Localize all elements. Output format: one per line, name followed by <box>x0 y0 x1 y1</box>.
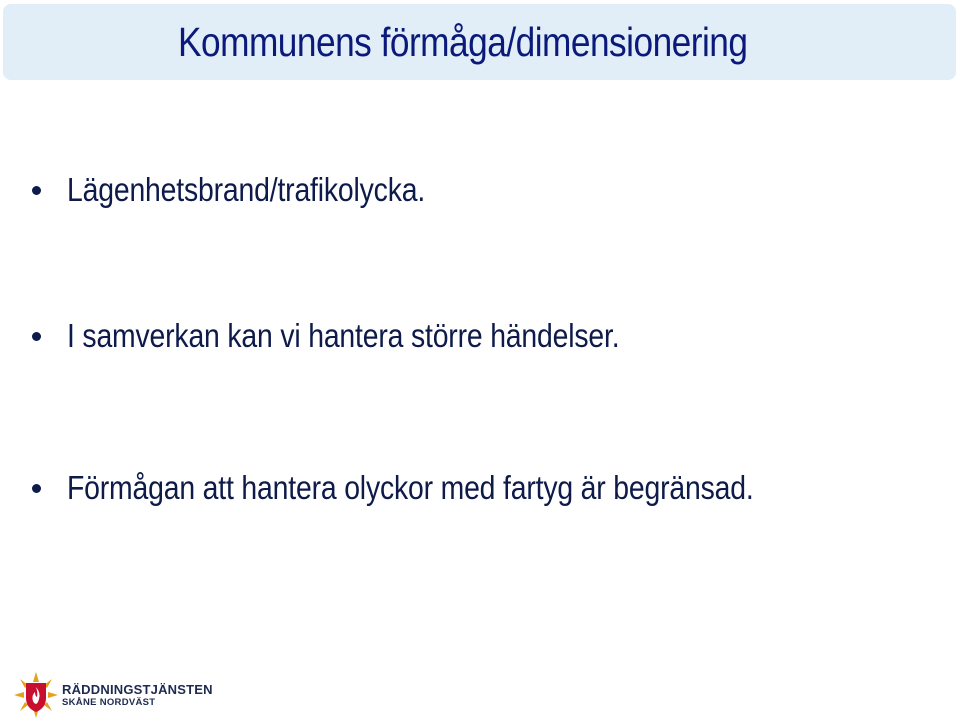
bullet-dot-icon <box>32 332 41 341</box>
logo-line-2: SKÅNE NORDVÄST <box>62 696 156 708</box>
bullet-dot-icon <box>32 186 41 195</box>
slide-title: Kommunens förmåga/dimensionering <box>178 19 748 65</box>
logo-text <box>62 683 213 708</box>
bullet-item <box>32 172 483 208</box>
bullet-item <box>32 318 709 354</box>
rescue-service-emblem-icon <box>14 672 58 718</box>
title-bar <box>3 4 956 80</box>
bullet-text: Lägenhetsbrand/trafikolycka. <box>67 171 426 208</box>
bullet-text: I samverkan kan vi hantera större händelser. <box>67 317 620 354</box>
bullet-dot-icon <box>32 484 41 493</box>
logo-line-1: RÄDDNINGSTJÄNSTEN <box>62 681 213 697</box>
bullet-text: Förmågan att hantera olyckor med fartyg är begränsad. <box>67 469 754 506</box>
bullet-item <box>32 470 865 506</box>
organization-logo <box>14 672 213 718</box>
